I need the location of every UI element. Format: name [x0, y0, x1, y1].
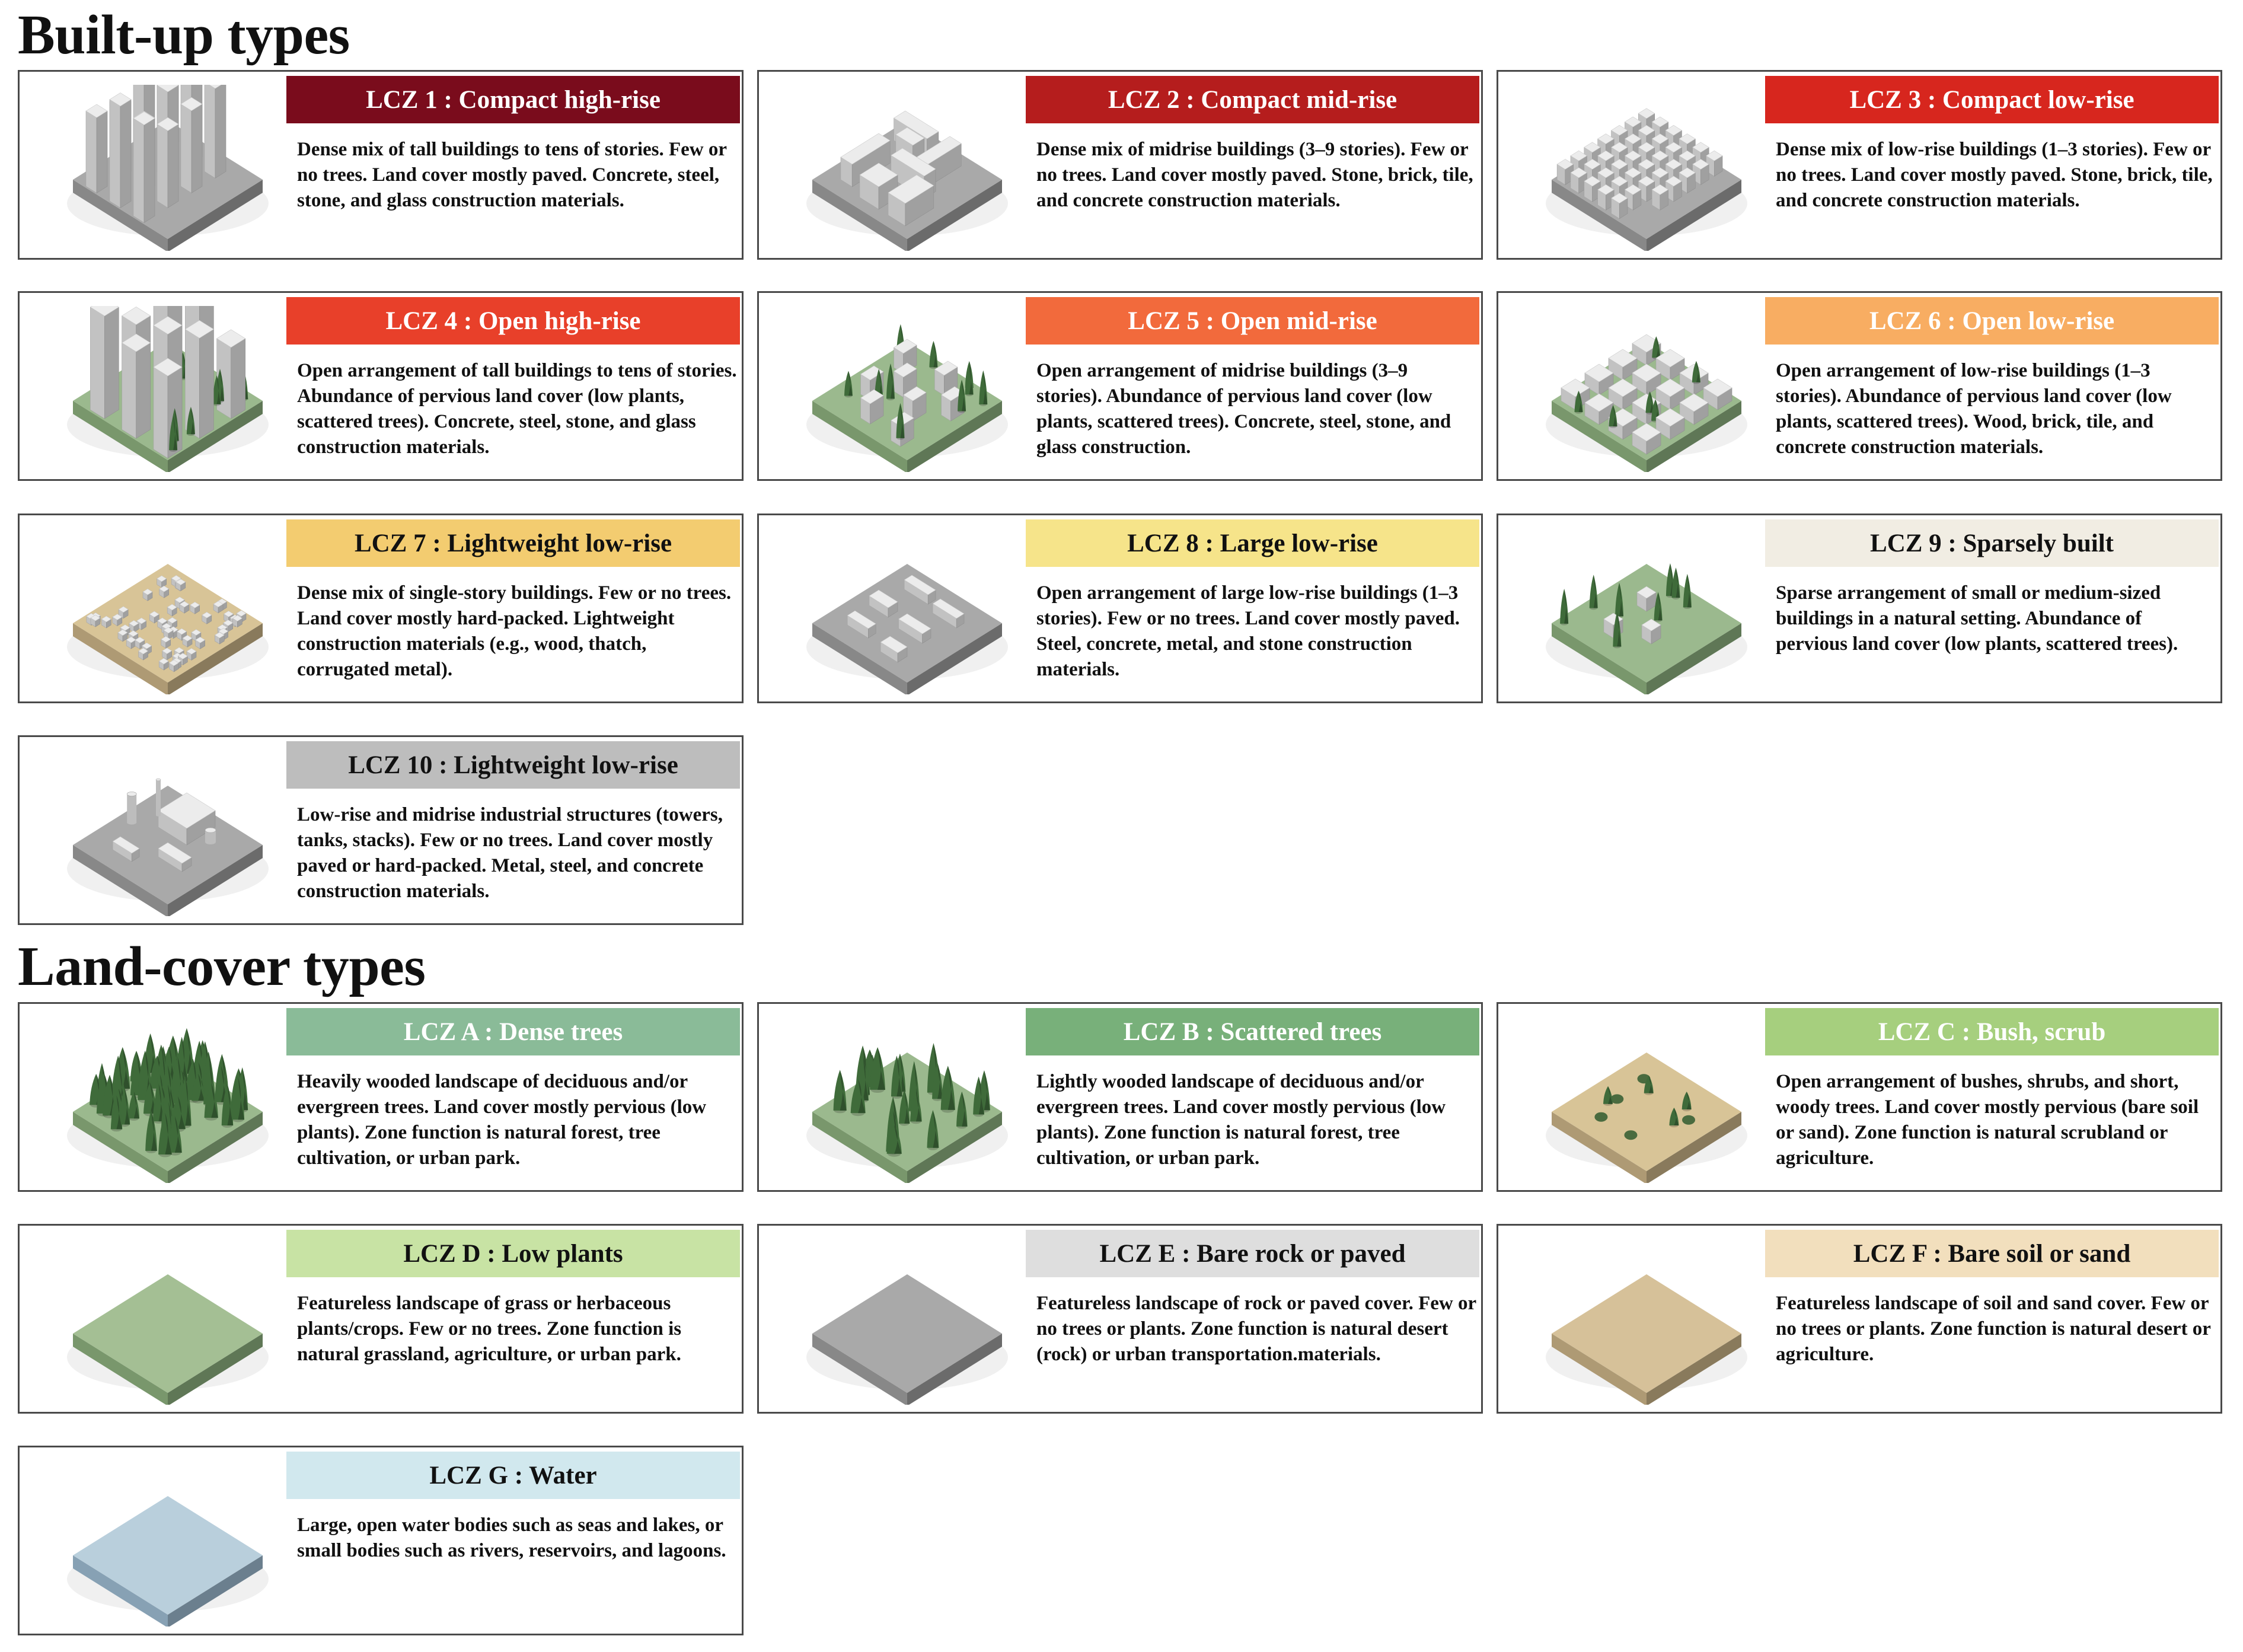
- lcz-card-lcz6: [1497, 291, 2222, 481]
- lcz-title-bar: LCZ 9 : Sparsely built: [1765, 519, 2219, 567]
- tall-towers-with-trees-on-green-base-icon: [43, 306, 292, 472]
- lcz-title-bar: LCZ E : Bare rock or paved: [1026, 1230, 1479, 1277]
- dense-lowrise-cubes-on-paved-base-icon: [1522, 85, 1771, 251]
- lcz-card-lcz4: [18, 291, 744, 481]
- large-flat-buildings-on-paved-base-icon: [783, 528, 1032, 694]
- lcz-title-bar: LCZ 5 : Open mid-rise: [1026, 297, 1479, 345]
- lcz-description: Featureless landscape of soil and sand cover. Few or no trees or plants. Zone function is natural desert or agriculture.: [1776, 1293, 2211, 1365]
- lcz-title-bar: LCZ 3 : Compact low-rise: [1765, 76, 2219, 123]
- lcz-card-lcz2: [757, 70, 1483, 260]
- lcz-card-lcz7: [18, 514, 744, 703]
- flat-green-base-icon: [43, 1239, 292, 1405]
- lcz-card-lczb: [757, 1002, 1483, 1192]
- lcz-description: Featureless landscape of grass or herbaceous plants/crops. Few or no trees. Zone function is natural grassland, agriculture, or urban park.: [297, 1293, 682, 1365]
- lcz-description: Dense mix of tall buildings to tens of stories. Few or no trees. Land cover mostly paved. Concrete, steel, stone, and glass construction materials.: [297, 139, 727, 211]
- lcz-description: Open arrangement of tall buildings to tens of stories. Abundance of pervious land cover (low plants, scattered trees). Concrete, steel, stone, and glass construction materials.: [297, 360, 737, 458]
- lowrise-cubes-with-trees-on-green-base-icon: [1522, 306, 1771, 472]
- lcz-title-bar: LCZ B : Scattered trees: [1026, 1008, 1479, 1055]
- lcz-card-lczf: [1497, 1224, 2222, 1414]
- lcz-description: Dense mix of single-story buildings. Few or no trees. Land cover mostly hard-packed. Lightweight construction materials (e.g., wood, thatch, corrugated metal).: [297, 582, 732, 680]
- lcz-title-bar: LCZ 4 : Open high-rise: [286, 297, 740, 345]
- lcz-card-lcze: [757, 1224, 1483, 1414]
- lcz-card-lcz9: [1497, 514, 2222, 703]
- flat-sand-base-icon: [1522, 1239, 1771, 1405]
- lcz-card-lcz10: [18, 735, 744, 925]
- ground-base: [1552, 1053, 1741, 1183]
- lcz-title-bar: LCZ 7 : Lightweight low-rise: [286, 519, 740, 567]
- lcz-title-bar: LCZ C : Bush, scrub: [1765, 1008, 2219, 1055]
- lcz-title-bar: LCZ 6 : Open low-rise: [1765, 297, 2219, 345]
- lcz-title-bar: LCZ 8 : Large low-rise: [1026, 519, 1479, 567]
- lcz-description: Featureless landscape of rock or paved cover. Few or no trees or plants. Zone function is natural desert (rock) or urban transportation.materials.: [1036, 1293, 1476, 1365]
- lcz-card-lczg: [18, 1446, 744, 1635]
- section-heading-built-up-types: Built-up types: [18, 4, 350, 66]
- ground-base: [812, 1274, 1002, 1405]
- dense-midrise-blocks-on-paved-base-icon: [783, 85, 1032, 251]
- bushes-on-sand-base-icon: [1522, 1017, 1771, 1183]
- lcz-description: Open arrangement of midrise buildings (3–9 stories). Abundance of pervious land cover (low plants, scattered trees). Concrete, steel, stone, and glass construction.: [1036, 360, 1451, 458]
- lcz-description: Sparse arrangement of small or medium-sized buildings in a natural setting. Abundance of pervious land cover (low plants, scattered trees).: [1776, 582, 2178, 655]
- ground-base: [1552, 1274, 1741, 1405]
- lcz-description: Lightly wooded landscape of deciduous and/or evergreen trees. Land cover mostly pervious (low plants). Zone function is natural forest, tree cultivation, or urban park.: [1036, 1071, 1446, 1169]
- lcz-title-bar: LCZ 10 : Lightweight low-rise: [286, 741, 740, 789]
- lcz-title-bar: LCZ 2 : Compact mid-rise: [1026, 76, 1479, 123]
- flat-water-base-icon: [43, 1460, 292, 1627]
- lcz-card-lcz8: [757, 514, 1483, 703]
- lcz-description: Large, open water bodies such as seas and lakes, or small bodies such as rivers, reservoirs, and lagoons.: [297, 1514, 726, 1561]
- lcz-card-lczd: [18, 1224, 744, 1414]
- lcz-card-lcz5: [757, 291, 1483, 481]
- lcz-card-lcza: [18, 1002, 744, 1192]
- ground-base: [73, 1274, 263, 1405]
- section-heading-land-cover-types: Land-cover types: [18, 936, 426, 997]
- midrise-blocks-with-trees-on-green-base-icon: [783, 306, 1032, 472]
- lcz-description: Heavily wooded landscape of deciduous and/or evergreen trees. Land cover mostly pervious (low plants). Zone function is natural forest, tree cultivation, or urban park.: [297, 1071, 707, 1169]
- flat-grey-base-icon: [783, 1239, 1032, 1405]
- lcz-title-bar: LCZ 1 : Compact high-rise: [286, 76, 740, 123]
- lcz-card-lcz1: [18, 70, 744, 260]
- lcz-card-lcz3: [1497, 70, 2222, 260]
- lcz-title-bar: LCZ G : Water: [286, 1452, 740, 1499]
- lcz-description: Dense mix of midrise buildings (3–9 stories). Few or no trees. Land cover mostly paved. Stone, brick, tile, and concrete construction materials.: [1036, 139, 1473, 211]
- ground-base: [73, 1496, 263, 1627]
- dense-tall-towers-on-paved-base-icon: [43, 85, 292, 251]
- industrial-structures-on-paved-base-icon: [43, 750, 292, 916]
- few-buildings-with-trees-on-green-base-icon: [1522, 528, 1771, 694]
- scattered-trees-on-green-base-icon: [783, 1017, 1032, 1183]
- dense-forest-on-green-base-icon: [43, 1017, 292, 1183]
- lcz-card-lczc: [1497, 1002, 2222, 1192]
- lcz-title-bar: LCZ A : Dense trees: [286, 1008, 740, 1055]
- lcz-description: Open arrangement of large low-rise buildings (1–3 stories). Few or no trees. Land cover mostly paved. Steel, concrete, metal, and stone construction materials.: [1036, 582, 1460, 680]
- lcz-description: Dense mix of low-rise buildings (1–3 stories). Few or no trees. Land cover mostly paved. Stone, brick, tile, and concrete construction materials.: [1776, 139, 2213, 211]
- lcz-description: Open arrangement of low-rise buildings (1–3 stories). Abundance of pervious land cover (low plants, scattered trees). Wood, brick, tile, and concrete construction materials.: [1776, 360, 2172, 458]
- lcz-description: Low-rise and midrise industrial structures (towers, tanks, stacks). Few or no trees. Land cover mostly paved or hard-packed. Metal, steel, and concrete construction materials.: [297, 804, 723, 902]
- lcz-description: Open arrangement of bushes, shrubs, and short, woody trees. Land cover mostly pervious (bare soil or sand). Zone function is natural scrubland or agriculture.: [1776, 1071, 2199, 1169]
- lcz-title-bar: LCZ D : Low plants: [286, 1230, 740, 1277]
- small-huts-on-sand-base-icon: [43, 528, 292, 694]
- lcz-title-bar: LCZ F : Bare soil or sand: [1765, 1230, 2219, 1277]
